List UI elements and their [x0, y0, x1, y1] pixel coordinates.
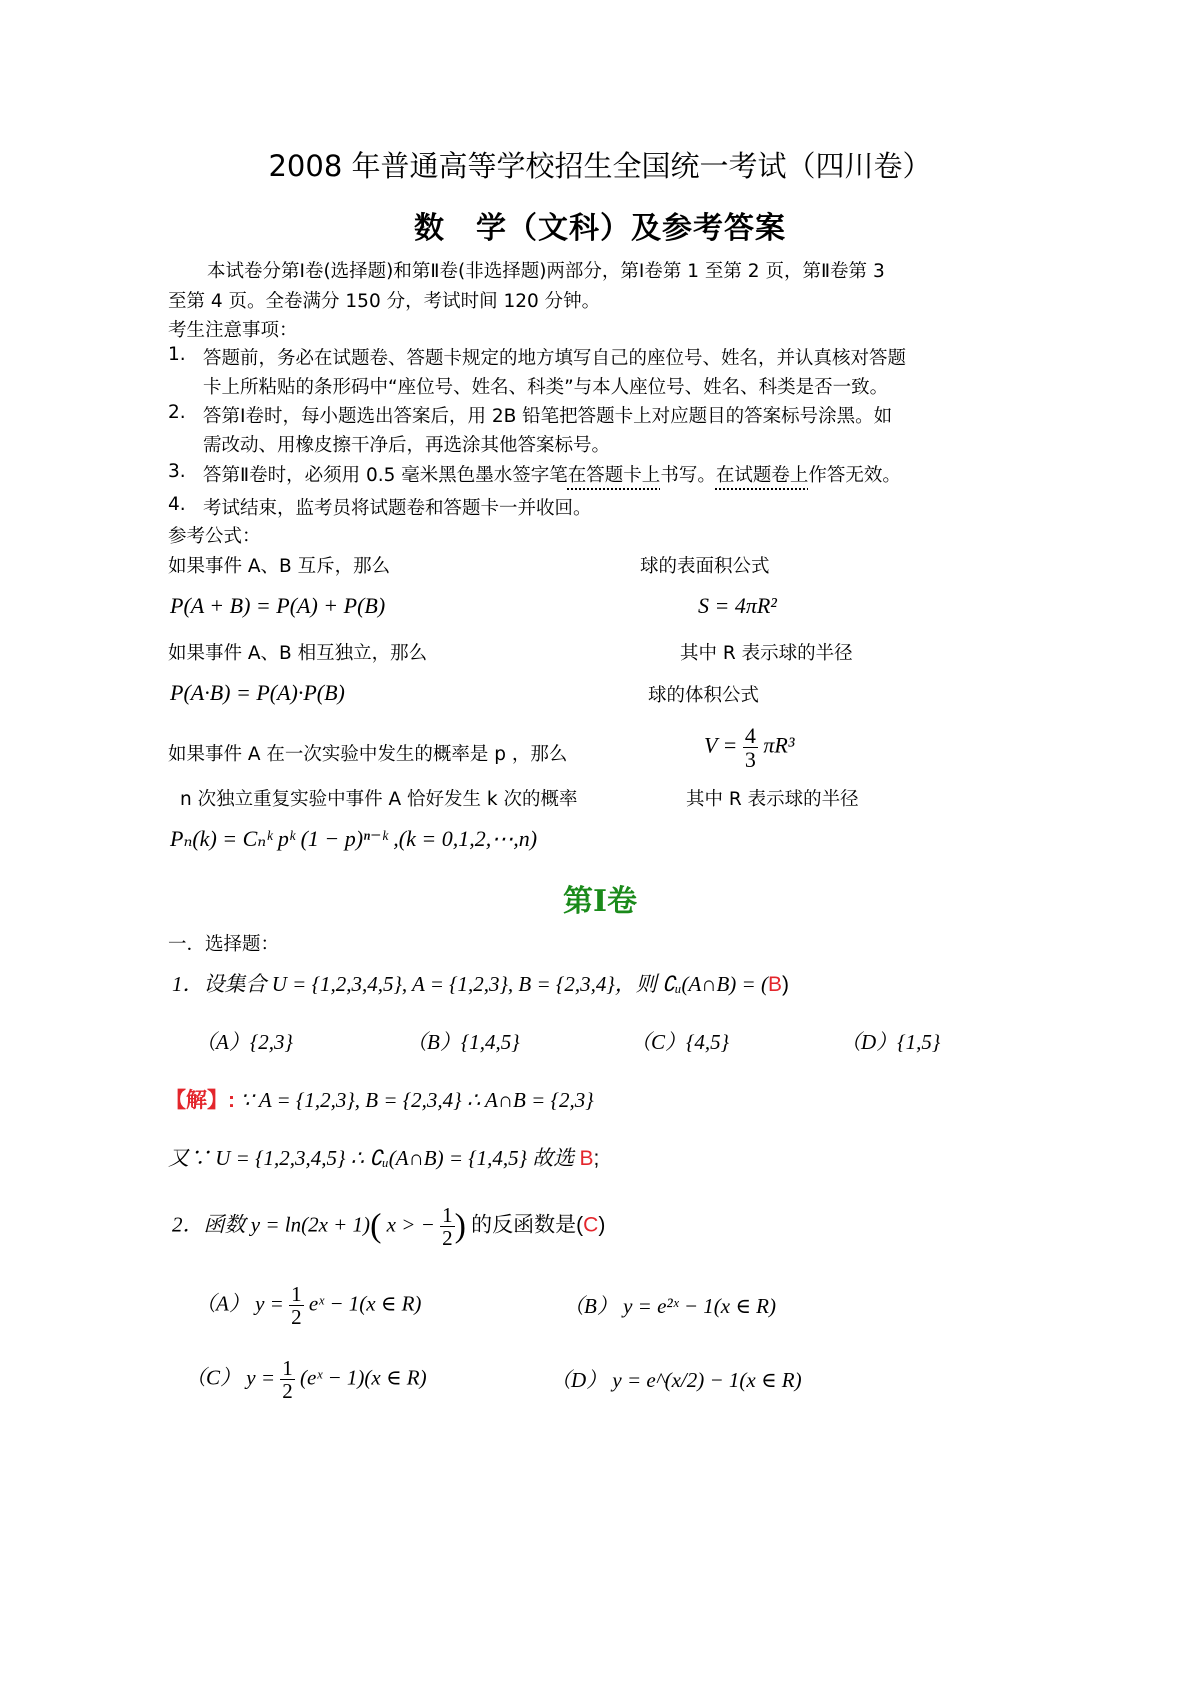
- option-expression: y = e²ˣ − 1(x ∈ R): [623, 1294, 776, 1318]
- formula-heading: 参考公式：: [168, 526, 261, 547]
- question-2-option-b: [563, 1290, 776, 1320]
- notice-1-line-2: 卡上所粘贴的条形码中“座位号、姓名、科类”与本人座位号、姓名、科类是否一致。: [203, 377, 889, 398]
- section-title: 第Ⅰ卷: [562, 884, 638, 919]
- notice-3-number: 3.: [168, 461, 186, 482]
- notice-4-line: 考试结束，监考员将试题卷和答题卡一并收回。: [203, 498, 592, 519]
- sphere-volume-text: 球的体积公式: [648, 685, 760, 706]
- sphere-area-formula: S = 4πR²: [698, 593, 777, 618]
- question-2-answer: C: [583, 1213, 599, 1237]
- solution-text-2: 又∵ U = {1,2,3,4,5} ∴ ∁ᵤ(A∩B) = {1,4,5} 故选: [168, 1146, 575, 1170]
- binomial-text: n 次独立重复实验中事件 A 恰好发生 k 次的概率: [180, 789, 578, 810]
- sphere-area-text: 球的表面积公式: [640, 556, 770, 577]
- question-1-option-a: （A）{2,3}: [195, 1030, 293, 1054]
- option-label: （A）: [195, 1291, 250, 1316]
- mutex-formula: P(A + B) = P(A) + P(B): [170, 593, 386, 618]
- option-prefix: y =: [246, 1365, 276, 1390]
- question-1-option-d: （D）{1,5}: [840, 1030, 941, 1054]
- notice-3-emphasis-1: 在答题卡上: [567, 465, 661, 486]
- question-2-suffix: 的反函数是(: [471, 1213, 584, 1237]
- option-label: （C）: [185, 1365, 242, 1390]
- notice-3-line: [203, 461, 901, 487]
- option-fraction: [280, 1357, 295, 1402]
- notice-2-number: 2.: [168, 402, 186, 423]
- notice-2-line-2: 需改动、用橡皮擦干净后，再选涂其他答案标号。: [203, 435, 611, 456]
- notice-2-line-1: 答第Ⅰ卷时，每小题选出答案后，用 2B 铅笔把答题卡上对应题目的答案标号涂黑。如: [203, 406, 893, 427]
- question-2-close: ): [598, 1213, 606, 1237]
- question-1-option-c: （C）{4,5}: [630, 1030, 730, 1054]
- solution-text-1: ∵ A = {1,2,3}, B = {2,3,4} ∴ A∩B = {2,3}: [240, 1088, 594, 1112]
- fraction-numerator: 4: [744, 723, 756, 748]
- fraction-numerator: 1: [442, 1203, 453, 1227]
- option-label: （B）: [563, 1294, 618, 1318]
- solution-answer: B: [579, 1147, 594, 1170]
- sphere-volume-rhs: πR³: [763, 732, 795, 758]
- option-label: （D）: [550, 1368, 608, 1392]
- intro-line-2: 至第 4 页。全卷满分 150 分，考试时间 120 分钟。: [168, 291, 601, 312]
- notice-3-text-end: 作答无效。: [808, 465, 901, 486]
- exam-subtitle: 数 学（文科）及参考答案: [414, 211, 786, 246]
- fraction-denominator: 2: [442, 1226, 453, 1251]
- option-expression: y = e^(x/2) − 1(x ∈ R): [612, 1368, 802, 1392]
- question-2-text: 2．函数 y = ln(2x + 1): [172, 1212, 371, 1237]
- notice-3-emphasis-2: 在试题卷上: [715, 465, 809, 486]
- fraction-numerator: 1: [291, 1282, 302, 1306]
- notice-heading: 考生注意事项：: [168, 320, 298, 341]
- option-expression: eˣ − 1(x ∈ R): [308, 1291, 422, 1316]
- question-1-solution-line-1: [165, 1084, 594, 1114]
- question-2-condition-fraction: [440, 1204, 455, 1249]
- fraction-denominator: 3: [744, 747, 756, 773]
- sphere-volume-lhs: V =: [704, 732, 738, 758]
- notice-1-number: 1.: [168, 344, 186, 365]
- solution-end: ;: [593, 1147, 600, 1170]
- option-prefix: y =: [255, 1291, 284, 1316]
- intro-line-1: 本试卷分第Ⅰ卷(选择题)和第Ⅱ卷(非选择题)两部分，第Ⅰ卷第 1 至第 2 页，第Ⅱ卷第 3: [207, 261, 885, 282]
- notice-3-text-start: 答第Ⅱ卷时，必须用 0.5 毫米黑色墨水签字笔: [203, 465, 568, 486]
- question-1-stem: [172, 968, 789, 998]
- fraction-denominator: 2: [282, 1379, 293, 1404]
- notice-1-line-1: 答题前，务必在试题卷、答题卡规定的地方填写自己的座位号、姓名，并认真核对答题: [203, 348, 907, 369]
- fraction-numerator: 1: [282, 1356, 293, 1380]
- question-2-stem: 2．函数 y = ln(2x + 1)( x > − $\frac{1}{2}$ ) 的反函数是(C): [172, 1203, 606, 1251]
- probability-text: 如果事件 A 在一次实验中发生的概率是 p ，那么: [168, 744, 568, 765]
- independent-text: 如果事件 A、B 相互独立，那么: [168, 643, 428, 664]
- notice-4-number: 4.: [168, 494, 186, 515]
- independent-formula: P(A·B) = P(A)·P(B): [170, 680, 345, 705]
- binomial-formula: Pₙ(k) = Cₙᵏ pᵏ (1 − p)ⁿ⁻ᵏ ,(k = 0,1,2,⋯,n): [170, 826, 538, 851]
- sphere-volume-fraction: [743, 724, 758, 771]
- question-2-option-a: [195, 1283, 421, 1328]
- question-1-solution-line-2: [168, 1142, 599, 1172]
- part-heading: 一．选择题：: [168, 934, 280, 955]
- question-1-close: ): [781, 973, 789, 996]
- sphere-volume-formula: [704, 724, 794, 771]
- fraction-denominator: 2: [291, 1305, 302, 1330]
- question-1-option-b: （B）{1,4,5}: [406, 1030, 520, 1054]
- option-expression: (eˣ − 1)(x ∈ R): [300, 1365, 427, 1390]
- radius-text-1: 其中 R 表示球的半径: [680, 643, 853, 664]
- question-2-condition: x > −: [386, 1212, 435, 1237]
- solution-label: 【解】:: [165, 1089, 235, 1112]
- question-2-option-d: [550, 1364, 802, 1394]
- exam-title: 2008 年普通高等学校招生全国统一考试（四川卷）: [268, 149, 932, 183]
- question-2-option-c: [185, 1357, 427, 1402]
- notice-3-text-mid: 书写。: [660, 465, 716, 486]
- option-fraction: [289, 1283, 304, 1328]
- question-1-text: 1．设集合 U = {1,2,3,4,5}, A = {1,2,3}, B = {2,3,4}，则 ∁ᵤ(A∩B) = (: [172, 972, 768, 996]
- radius-text-2: 其中 R 表示球的半径: [686, 789, 859, 810]
- question-1-answer: B: [767, 973, 782, 996]
- mutex-text: 如果事件 A、B 互斥，那么: [168, 556, 391, 577]
